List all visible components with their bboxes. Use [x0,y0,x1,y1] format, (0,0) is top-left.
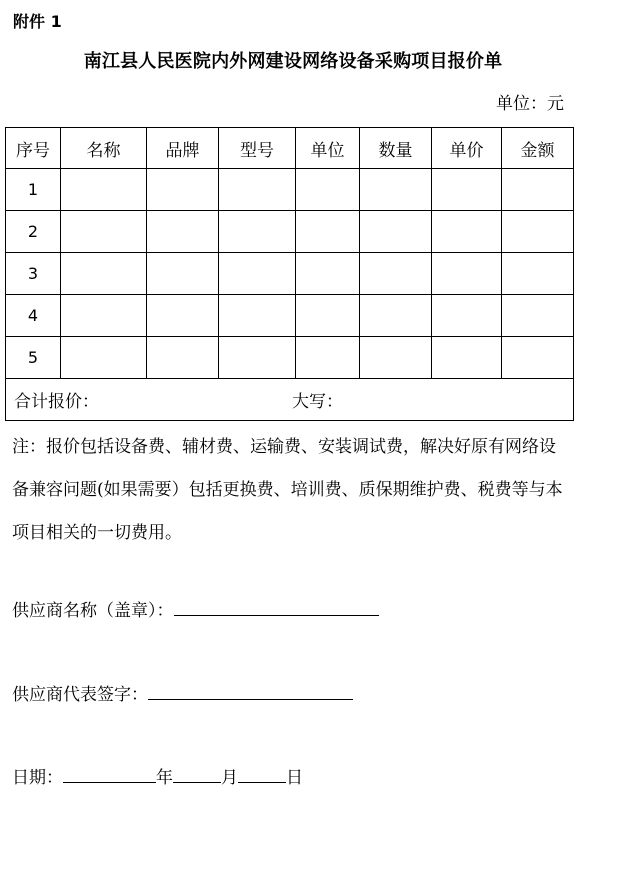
cell-unit[interactable] [296,211,360,253]
cell-unit[interactable] [296,253,360,295]
cell-amount[interactable] [502,253,574,295]
total-cell[interactable] [6,379,574,421]
cell-quantity[interactable] [360,169,432,211]
cell-unit[interactable] [296,337,360,379]
cell-brand[interactable] [147,169,219,211]
date-year-field[interactable] [63,765,156,783]
cell-model[interactable] [219,211,296,253]
quotation-table [5,127,574,421]
cell-amount[interactable] [502,295,574,337]
row-serial-no: 3 [6,253,61,295]
cell-amount[interactable] [502,337,574,379]
table-row [6,169,574,211]
table-row [6,253,574,295]
header-serial-no: 序号 [6,128,61,169]
supplier-name-line [12,598,379,622]
total-price-label: 合计报价： [14,392,99,412]
cell-name[interactable] [61,295,147,337]
supplier-name-field[interactable] [174,598,379,616]
cell-unit[interactable] [296,295,360,337]
date-day-field[interactable] [238,765,286,783]
header-amount: 金额 [502,128,574,169]
cell-name[interactable] [61,253,147,295]
cell-unit-price[interactable] [432,169,502,211]
header-unit: 单位 [296,128,360,169]
capital-amount-label: 大写： [292,392,343,412]
date-month-label: 月 [221,768,238,788]
table-row [6,211,574,253]
header-unit-price: 单价 [432,128,502,169]
cell-brand[interactable] [147,211,219,253]
supplier-rep-label: 供应商代表签字： [12,685,148,705]
supplier-name-label: 供应商名称（盖章）： [12,601,174,621]
total-row [6,379,574,421]
header-name: 名称 [61,128,147,169]
cell-unit[interactable] [296,169,360,211]
date-day-label: 日 [286,768,303,788]
cell-unit-price[interactable] [432,337,502,379]
attachment-label: 附件 1 [13,12,62,31]
cell-name[interactable] [61,337,147,379]
supplier-rep-signature-field[interactable] [148,682,353,700]
supplier-rep-line [12,682,353,706]
row-serial-no: 5 [6,337,61,379]
cell-quantity[interactable] [360,337,432,379]
row-serial-no: 1 [6,169,61,211]
table-row [6,295,574,337]
header-quantity: 数量 [360,128,432,169]
row-serial-no: 2 [6,211,61,253]
cell-name[interactable] [61,211,147,253]
cell-quantity[interactable] [360,253,432,295]
cell-name[interactable] [61,169,147,211]
cell-unit-price[interactable] [432,253,502,295]
table-header-row [6,128,574,169]
cell-model[interactable] [219,337,296,379]
cell-unit-price[interactable] [432,295,502,337]
header-model: 型号 [219,128,296,169]
table-row [6,337,574,379]
date-label: 日期： [12,768,63,788]
cell-brand[interactable] [147,337,219,379]
cell-amount[interactable] [502,169,574,211]
cell-amount[interactable] [502,211,574,253]
date-month-field[interactable] [173,765,221,783]
cell-model[interactable] [219,169,296,211]
date-line [12,765,303,789]
row-serial-no: 4 [6,295,61,337]
cell-brand[interactable] [147,253,219,295]
cell-unit-price[interactable] [432,211,502,253]
cell-quantity[interactable] [360,211,432,253]
page-title: 南江县人民医院内外网建设网络设备采购项目报价单 [83,51,503,72]
cell-brand[interactable] [147,295,219,337]
unit-label: 单位：元 [496,94,564,114]
note-text: 注：报价包括设备费、辅材费、运输费、安装调试费，解决好原有网络设备兼容问题(如果需要）包括更换费、培训费、质保期维护费、税费等与本项目相关的一切费用。 [12,437,563,543]
cell-model[interactable] [219,295,296,337]
date-year-label: 年 [156,768,173,788]
header-brand: 品牌 [147,128,219,169]
cell-quantity[interactable] [360,295,432,337]
cell-model[interactable] [219,253,296,295]
